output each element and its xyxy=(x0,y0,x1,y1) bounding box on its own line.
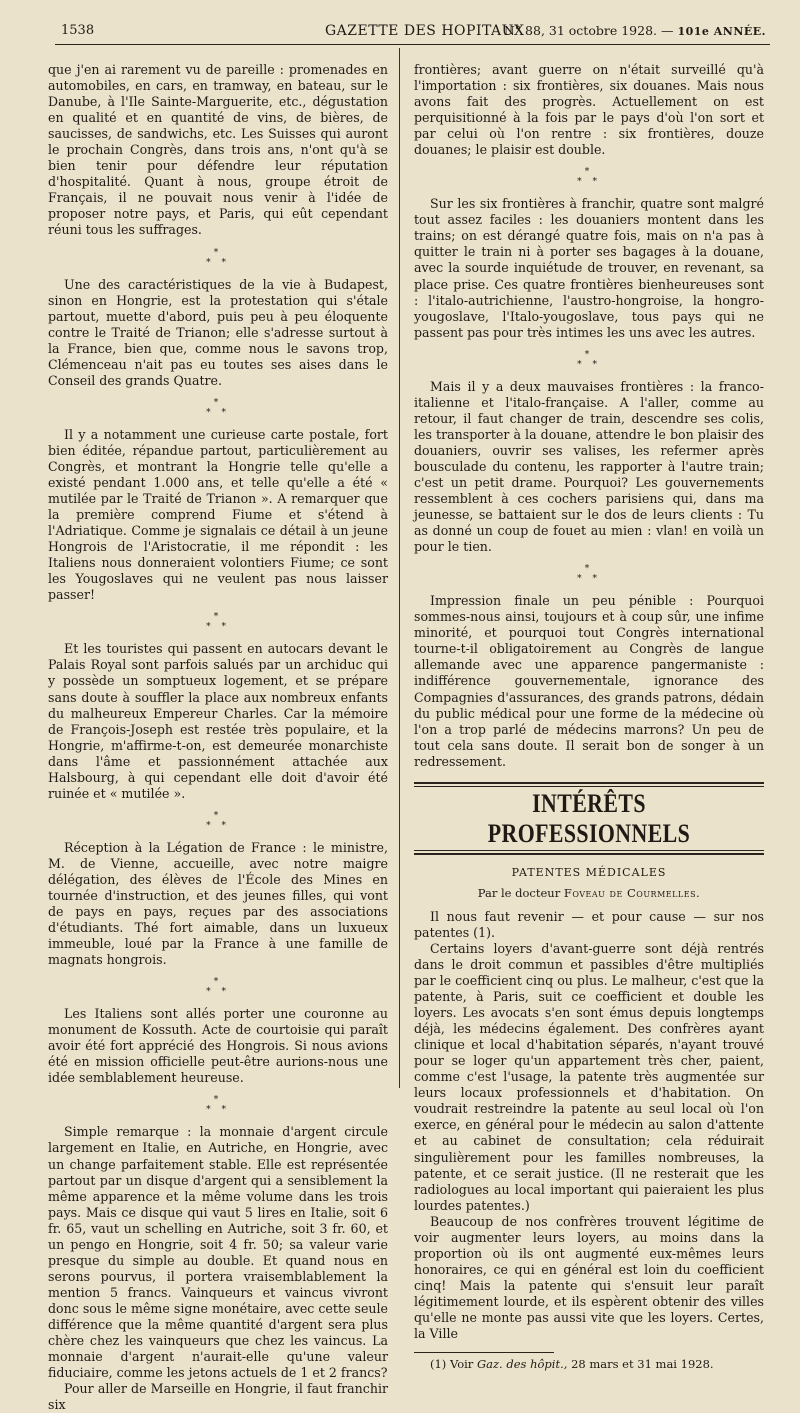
section-title: INTÉRÊTS PROFESSIONNELS xyxy=(487,788,691,848)
asterism: * * * xyxy=(206,612,230,633)
paragraph: Réception à la Légation de France : le ministre, M. de Vienne, accueille, avec notre maigre délégation, des élèves de l'École des Mines en tournée d'instruction, et des jeunes filles, qui vont de pays en pays, reçues par des associations d'étudiants. Thé fort aimable, dans un luxueux immeuble, loué par la France à une famille de magnats hongrois. xyxy=(48,839,388,968)
paragraph: que j'en ai rarement vu de pareille : promenades en automobiles, en cars, en tramway, en bateau, sur le Danube, à l'Ile Sainte-Marguerite, etc., dégustation en qualité et en quantité de vins, de bières, de saucisses, de sandwichs, etc. Les Suisses qui auront le prochain Congrès, dans trois ans, n'ont qu'à se bien tenir pour défendre leur réputation d'hospitalité. Quant à nous, groupe étroit de Français, il ne pouvait nous venir à l'idée de proposer notre pays, et Paris, qui eût cependant réuni tous les suffrages. xyxy=(48,62,388,238)
paragraph: frontières; avant guerre on n'était surveillé qu'à l'importation : six frontières, six douanes. Mais nous avons fait des progrès. Actuellement on est perquisitionné à la fois par le pays d'où l'on sort et par celui où l'on rentre : six frontières, douze douanes; le plaisir est double. xyxy=(414,62,764,158)
footnote-source: Gaz. des hôpit., xyxy=(476,1357,568,1372)
asterism: * * * xyxy=(206,1095,230,1116)
article-title: PATENTES MÉDICALES xyxy=(511,865,667,879)
page-number: 1538 xyxy=(61,23,95,38)
year-tag: 101e ANNÉE. xyxy=(677,25,766,38)
paragraph: Impression finale un peu pénible : Pourquoi sommes-nous ainsi, toujours et à coup sûr, une infime minorité, et pourquoi tout Congrès international tourne-t-il obligatoirement au Congrès de langue allemande avec une apparence pangermaniste : indifférence gouvernementale, ignorance des Compagnies d'assurances, des grands patrons, dédain du public médical pour une forme de la médecine où l'on a trop parlé de médecins marrons? Un peu de tout cela sans doute. Il serait bon de songer à un redressement. xyxy=(414,593,764,769)
left-column xyxy=(48,62,388,1413)
asterism: * * * xyxy=(577,167,601,188)
paragraph: Il y a notamment une curieuse carte postale, fort bien éditée, répandue partout, particulièrement au Congrès, et montrant la Hongrie telle qu'elle a existé pendant 1.000 ans, et telle qu'elle a été « mutilée par le Traité de Trianon ». A remarquer que la première comprend Fiume et s'étend à l'Adriatique. Comme je signalais ce détail à un jeune Hongrois de l'Aristocratie, il me répondit : les Italiens nous donneraient volontiers Fiume; ce sont les Yougoslaves qui ne veulent pas nous laisser passer! xyxy=(48,426,388,603)
footnote: (1) Voir Gaz. des hôpit., 28 mars et 31 mai 1928. xyxy=(430,1357,714,1372)
asterism: * * * xyxy=(577,349,601,370)
paragraph: Il nous faut revenir — et pour cause — sur nos patentes (1). xyxy=(414,908,764,940)
paragraph: Certains loyers d'avant-guerre sont déjà rentrés dans le droit commun et passibles d'être multipliés par le coefficient cinq ou plus. Le malheur, c'est que la patente, à Paris, suit ce coefficient et double les loyers. Les avocats s'en sont émus depuis longtemps déjà, les médecins également. Des confrères ayant clinique et local d'habitation séparés, n'ayant trouvé pour se loger qu'un appartement très cher, paient, comme c'est l'usage, la patente très augmentée sur leurs locaux professionnels et d'habitation. On voudrait restreindre la patente au seul local où l'on exerce, en général pour le médecin au salon d'attente et au cabinet de consultation; cela réduirait singulièrement pour les familles nombreuses, la patente, et ce serait justice. (Il ne resterait que les radiologues au local important qui paieraient les plus lourdes patentes.) xyxy=(414,940,764,1213)
issue-info xyxy=(504,23,766,38)
column-rule xyxy=(399,48,400,1088)
paragraph: Beaucoup de nos confrères trouvent légitime de voir augmenter leurs loyers, au moins dans la proportion où ils ont augmenté eux-mêmes leurs honoraires, ce qui en général est loin du coefficient cinq! Mais la patente qui s'ensuit leur paraît légitimement lourde, et ils espèrent obtenir des villes qu'elle ne monte pas aussi vite que les loyers. Certes, la Ville xyxy=(414,1213,764,1342)
journal-title: GAZETTE DES HOPITAUX xyxy=(325,23,525,39)
paragraph: Et les touristes qui passent en autocars devant le Palais Royal sont parfois salués par un archiduc qui y possède un somptueux logement, et se prépare sans doute à souffler la place aux nombreux enfants du malheureux Empereur Charles. Car la mémoire de François-Joseph est restée très populaire, et la Hongrie, m'affirme-t-on, est demeurée monarchiste dans l'âme et passionnément attachée aux Halsbourg, à qui cependant elle doit d'avoir été ruinée et « mutilée ». xyxy=(48,641,388,801)
issue-number: N° 88, 31 octobre 1928. — xyxy=(503,23,674,38)
asterism: * * * xyxy=(206,977,230,998)
asterism: * * * xyxy=(206,810,230,831)
byline xyxy=(414,885,764,901)
author-name: Foveau de Courmelles. xyxy=(563,885,701,900)
footnote-rule xyxy=(414,1352,554,1353)
paragraph: Les Italiens sont allés porter une couronne au monument de Kossuth. Acte de courtoisie qui paraît avoir été fort apprécié des Hongrois. Si nous avions été en mission officielle peut-être aurions-nous une idée semblablement heureuse. xyxy=(48,1006,388,1086)
paragraph: Pour aller de Marseille en Hongrie, il faut franchir six xyxy=(48,1381,388,1413)
asterism: * * * xyxy=(206,397,230,418)
paragraph: Simple remarque : la monnaie d'argent circule largement en Italie, en Autriche, en Hongrie, avec un change parfaitement stable. Elle est représentée partout par un disque d'argent qui a sensiblement la même apparence et la même volume dans les trois pays. Mais ce disque qui vaut 5 lires en Italie, soit 6 fr. 65, vaut un schelling en Autriche, soit 3 fr. 60, et un pengo en Hongrie, soit 4 fr. 50; sa valeur varie presque du simple au double. Et quand nous en serons pourvus, il portera vraisemblablement la mention 5 francs. Vainqueurs et vaincus vivront donc sous le même signe monétaire, avec cette seule différence que la même quantité d'argent sera plus chère chez les vainqueurs que chez les vaincus. La monnaie d'argent n'aurait-elle qu'une valeur fiduciaire, comme les jetons actuels de 1 et 2 francs? xyxy=(48,1124,388,1381)
section-header xyxy=(414,782,764,855)
paragraph: Une des caractéristiques de la vie à Budapest, sinon en Hongrie, est la protestation qui s'étale partout, muette d'abord, puis peu à peu éloquente contre le Traité de Trianon; elle s'adresse surtout à la France, bien que, comme nous le savons trop, Clémenceau n'ait pas eu toutes ses aises dans le Conseil des grands Quatre. xyxy=(48,276,388,388)
byline-prefix: Par le docteur xyxy=(477,885,561,900)
paragraph: Mais il y a deux mauvaises frontières : la franco-italienne et l'italo-française. A l'aller, comme au retour, il faut changer de train, descendre ses colis, les transporter à la douane, attendre le bon plaisir des douaniers, ouvrir ses valises, les refermer après bousculade du contenu, les rapporter à l'autre train; c'est un petit drame. Pourquoi? Les gouvernements ressemblent à ces cochers parisiens qui, dans ma jeunesse, se battaient sur le dos de leurs clients : Tu as donné un coup de fouet au mien : vlan! en voilà un pour le tien. xyxy=(414,378,764,555)
paragraph: Sur les six frontières à franchir, quatre sont malgré tout assez faciles : les douaniers montent dans les trains; on est dérangé quatre fois, mais on n'a pas à quitter le train ni à porter ses bagages à la douane, avec la sourde inquiétude de trouver, en revenant, sa place prise. Ces quatre frontières bienheureuses sont : l'italo-autrichienne, l'austro-hongroise, la hongro-yougoslave, l'Italo-yougoslave, tous pays qui ne passent pas pour très intimes les uns avec les autres. xyxy=(414,196,764,340)
asterism: * * * xyxy=(577,564,601,585)
right-column xyxy=(414,62,764,1371)
page-header xyxy=(55,20,770,45)
asterism: * * * xyxy=(206,247,230,268)
